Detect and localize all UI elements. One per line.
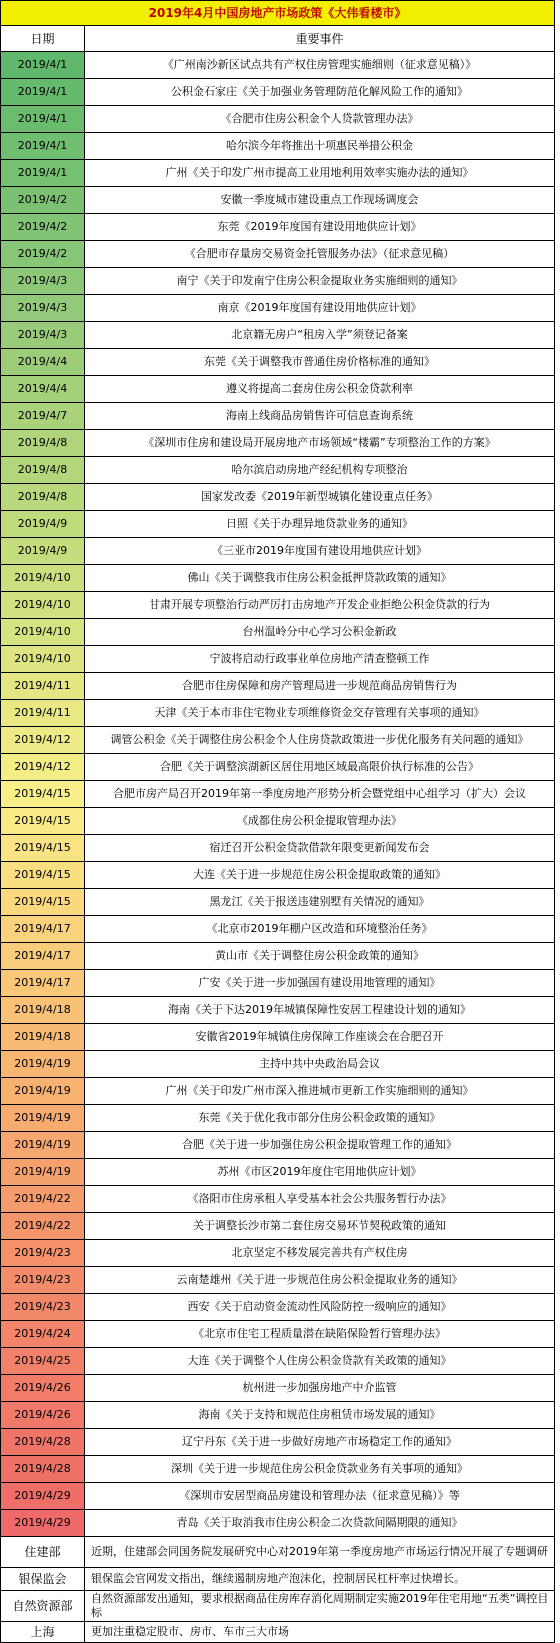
row-date: 2019/4/10	[1, 619, 85, 646]
row-event: 《合肥市存量房交易资金托管服务办法》（征求意见稿）	[85, 241, 555, 268]
table-row	[1, 376, 555, 403]
row-date: 2019/4/8	[1, 484, 85, 511]
table-row	[1, 133, 555, 160]
table-row	[1, 538, 555, 565]
table-row	[1, 79, 555, 106]
table-row	[1, 457, 555, 484]
row-event: 北京籍无房户“租房入学”须登记备案	[85, 322, 555, 349]
summary-row	[1, 1568, 555, 1591]
summary-event: 自然资源部发出通知，要求根据商品住房库存消化周期制定实施2019年住宅用地“五类”调控目标	[85, 1591, 555, 1622]
table-row	[1, 1078, 555, 1105]
summary-event: 更加注重稳定股市、房市、车市三大市场	[85, 1622, 555, 1643]
row-event: 哈尔滨启动房地产经纪机构专项整治	[85, 457, 555, 484]
row-event: 甘肃开展专项整治行动严厉打击房地产开发企业拒绝公积金贷款的行为	[85, 592, 555, 619]
row-event: 宿迁召开公积金贷款借款年限变更新闻发布会	[85, 835, 555, 862]
table-row	[1, 268, 555, 295]
table-row	[1, 322, 555, 349]
row-event: 日照《关于办理异地贷款业务的通知》	[85, 511, 555, 538]
sheet-title: 2019年4月中国房地产市场政策《大伟看楼市》	[1, 1, 555, 26]
row-event: 台州温岭分中心学习公积金新政	[85, 619, 555, 646]
row-event: 调管公积金《关于调整住房公积金个人住房贷款政策进一步优化服务有关问题的通知》	[85, 727, 555, 754]
row-event: 《深圳市住房和建设局开展房地产市场领域“楼霸”专项整治工作的方案》	[85, 430, 555, 457]
row-date: 2019/4/1	[1, 52, 85, 79]
table-row	[1, 997, 555, 1024]
row-date: 2019/4/18	[1, 1024, 85, 1051]
row-date: 2019/4/11	[1, 673, 85, 700]
row-date: 2019/4/10	[1, 646, 85, 673]
row-date: 2019/4/19	[1, 1105, 85, 1132]
row-date: 2019/4/10	[1, 592, 85, 619]
row-event: 杭州进一步加强房地产中介监管	[85, 1375, 555, 1402]
header-row	[1, 26, 555, 52]
summary-event: 银保监会官网发文指出，继续遏制房地产泡沫化，控制居民杠杆率过快增长。	[85, 1568, 555, 1591]
table-row	[1, 916, 555, 943]
row-date: 2019/4/1	[1, 106, 85, 133]
row-event: 东莞《2019年度国有建设用地供应计划》	[85, 214, 555, 241]
row-date: 2019/4/8	[1, 457, 85, 484]
table-row	[1, 1024, 555, 1051]
summary-category: 住建部	[1, 1537, 85, 1568]
row-date: 2019/4/15	[1, 862, 85, 889]
row-date: 2019/4/23	[1, 1267, 85, 1294]
row-event: 南京《2019年度国有建设用地供应计划》	[85, 295, 555, 322]
table-row	[1, 511, 555, 538]
row-date: 2019/4/1	[1, 160, 85, 187]
table-row	[1, 484, 555, 511]
row-date: 2019/4/22	[1, 1186, 85, 1213]
table-row	[1, 1051, 555, 1078]
table-row	[1, 1348, 555, 1375]
row-event: 海南上线商品房销售许可信息查询系统	[85, 403, 555, 430]
row-date: 2019/4/17	[1, 916, 85, 943]
row-date: 2019/4/17	[1, 943, 85, 970]
table-row	[1, 1159, 555, 1186]
row-event: 辽宁丹东《关于进一步做好房地产市场稳定工作的通知》	[85, 1429, 555, 1456]
row-event: 广州《关于印发广州市深入推进城市更新工作实施细则的通知》	[85, 1078, 555, 1105]
table-row	[1, 1186, 555, 1213]
row-date: 2019/4/19	[1, 1159, 85, 1186]
summary-category: 自然资源部	[1, 1591, 85, 1622]
table-row	[1, 592, 555, 619]
row-event: 合肥《关于进一步加强住房公积金提取管理工作的通知》	[85, 1132, 555, 1159]
row-event: 《三亚市2019年度国有建设用地供应计划》	[85, 538, 555, 565]
table-row	[1, 1429, 555, 1456]
row-date: 2019/4/17	[1, 970, 85, 997]
row-event: 主持中共中央政治局会议	[85, 1051, 555, 1078]
table-row	[1, 1294, 555, 1321]
row-date: 2019/4/11	[1, 700, 85, 727]
table-row	[1, 619, 555, 646]
row-date: 2019/4/2	[1, 214, 85, 241]
row-event: 遵义将提高二套房住房公积金贷款利率	[85, 376, 555, 403]
row-event: 哈尔滨今年将推出十项惠民举措公积金	[85, 133, 555, 160]
row-date: 2019/4/22	[1, 1213, 85, 1240]
row-date: 2019/4/3	[1, 322, 85, 349]
table-row	[1, 727, 555, 754]
row-event: 黄山市《关于调整住房公积金政策的通知》	[85, 943, 555, 970]
summary-row	[1, 1591, 555, 1622]
row-event: 广州《关于印发广州市提高工业用地利用效率实施办法的通知》	[85, 160, 555, 187]
table-row	[1, 295, 555, 322]
row-date: 2019/4/1	[1, 133, 85, 160]
table-row	[1, 835, 555, 862]
row-event: 《北京市2019年棚户区改造和环境整治任务》	[85, 916, 555, 943]
table-row	[1, 781, 555, 808]
row-date: 2019/4/19	[1, 1132, 85, 1159]
row-event: 大连《关于进一步规范住房公积金提取政策的通知》	[85, 862, 555, 889]
table-row	[1, 646, 555, 673]
table-row	[1, 1132, 555, 1159]
row-event: 佛山《关于调整我市住房公积金抵押贷款政策的通知》	[85, 565, 555, 592]
table-row	[1, 1375, 555, 1402]
row-date: 2019/4/29	[1, 1483, 85, 1510]
table-row	[1, 214, 555, 241]
title-row	[1, 1, 555, 26]
column-header-event: 重要事件	[85, 26, 555, 52]
table-row	[1, 106, 555, 133]
row-event: 《北京市住宅工程质量潜在缺陷保险暂行管理办法》	[85, 1321, 555, 1348]
row-date: 2019/4/3	[1, 268, 85, 295]
table-row	[1, 808, 555, 835]
table-row	[1, 565, 555, 592]
table-row	[1, 160, 555, 187]
row-date: 2019/4/7	[1, 403, 85, 430]
row-event: 黑龙江《关于报送违建别墅有关情况的通知》	[85, 889, 555, 916]
row-event: 公积金石家庄《关于加强业务管理防范化解风险工作的通知》	[85, 79, 555, 106]
row-date: 2019/4/28	[1, 1456, 85, 1483]
table-row	[1, 1483, 555, 1510]
row-date: 2019/4/15	[1, 889, 85, 916]
row-event: 海南《关于支持和规范住房租赁市场发展的通知》	[85, 1402, 555, 1429]
row-event: 苏州《市区2019年度住宅用地供应计划》	[85, 1159, 555, 1186]
row-event: 东莞《关于调整我市普通住房价格标准的通知》	[85, 349, 555, 376]
table-row	[1, 700, 555, 727]
row-date: 2019/4/12	[1, 754, 85, 781]
row-date: 2019/4/29	[1, 1510, 85, 1537]
row-date: 2019/4/23	[1, 1240, 85, 1267]
row-date: 2019/4/23	[1, 1294, 85, 1321]
table-row	[1, 430, 555, 457]
table-row	[1, 1240, 555, 1267]
row-event: 云南楚雄州《关于进一步规范住房公积金提取业务的通知》	[85, 1267, 555, 1294]
table-row	[1, 403, 555, 430]
row-event: 北京坚定不移发展完善共有产权住房	[85, 1240, 555, 1267]
row-date: 2019/4/12	[1, 727, 85, 754]
table-row	[1, 187, 555, 214]
table-row	[1, 1213, 555, 1240]
row-event: 安徽一季度城市建设重点工作现场调度会	[85, 187, 555, 214]
row-event: 广安《关于进一步加强国有建设用地管理的通知》	[85, 970, 555, 997]
row-date: 2019/4/8	[1, 430, 85, 457]
row-event: 《深圳市安居型商品房建设和管理办法（征求意见稿）》等	[85, 1483, 555, 1510]
row-date: 2019/4/26	[1, 1375, 85, 1402]
row-date: 2019/4/4	[1, 376, 85, 403]
row-event: 东莞《关于优化我市部分住房公积金政策的通知》	[85, 1105, 555, 1132]
row-event: 西安《关于启动资金流动性风险防控一级响应的通知》	[85, 1294, 555, 1321]
row-event: 海南《关于下达2019年城镇保障性安居工程建设计划的通知》	[85, 997, 555, 1024]
table-row	[1, 889, 555, 916]
row-date: 2019/4/4	[1, 349, 85, 376]
row-date: 2019/4/19	[1, 1051, 85, 1078]
table-row	[1, 1267, 555, 1294]
row-event: 《广州南沙新区试点共有产权住房管理实施细则（征求意见稿）》	[85, 52, 555, 79]
summary-event: 近期，住建部会同国务院发展研究中心对2019年第一季度房地产市场运行情况开展了专题调研	[85, 1537, 555, 1568]
row-event: 南宁《关于印发南宁住房公积金提取业务实施细则的通知》	[85, 268, 555, 295]
summary-row	[1, 1622, 555, 1643]
table-row	[1, 1402, 555, 1429]
row-date: 2019/4/3	[1, 295, 85, 322]
table-row	[1, 241, 555, 268]
row-event: 宁波将启动行政事业单位房地产清查整顿工作	[85, 646, 555, 673]
row-event: 《合肥市住房公积金个人贷款管理办法》	[85, 106, 555, 133]
summary-category: 银保监会	[1, 1568, 85, 1591]
row-date: 2019/4/15	[1, 808, 85, 835]
row-date: 2019/4/9	[1, 538, 85, 565]
row-event: 深圳《关于进一步规范住房公积金贷款业务有关事项的通知》	[85, 1456, 555, 1483]
row-event: 合肥市住房保障和房产管理局进一步规范商品房销售行为	[85, 673, 555, 700]
row-event: 关于调整长沙市第二套住房交易环节契税政策的通知	[85, 1213, 555, 1240]
row-date: 2019/4/2	[1, 187, 85, 214]
table-row	[1, 673, 555, 700]
row-date: 2019/4/15	[1, 835, 85, 862]
row-event: 《成都住房公积金提取管理办法》	[85, 808, 555, 835]
table-row	[1, 862, 555, 889]
table-row	[1, 349, 555, 376]
row-date: 2019/4/18	[1, 997, 85, 1024]
row-event: 安徽省2019年城镇住房保障工作座谈会在合肥召开	[85, 1024, 555, 1051]
row-date: 2019/4/25	[1, 1348, 85, 1375]
table-row	[1, 1105, 555, 1132]
policy-table-body	[1, 1, 555, 1643]
summary-category: 上海	[1, 1622, 85, 1643]
table-row	[1, 1510, 555, 1537]
column-header-date: 日期	[1, 26, 85, 52]
table-row	[1, 52, 555, 79]
row-date: 2019/4/1	[1, 79, 85, 106]
row-date: 2019/4/2	[1, 241, 85, 268]
table-row	[1, 970, 555, 997]
table-row	[1, 754, 555, 781]
row-event: 国家发改委《2019年新型城镇化建设重点任务》	[85, 484, 555, 511]
row-date: 2019/4/10	[1, 565, 85, 592]
row-date: 2019/4/26	[1, 1402, 85, 1429]
table-row	[1, 943, 555, 970]
row-event: 天津《关于本市非住宅物业专项维修资金交存管理有关事项的通知》	[85, 700, 555, 727]
row-date: 2019/4/9	[1, 511, 85, 538]
table-row	[1, 1456, 555, 1483]
row-event: 《洛阳市住房承租人享受基本社会公共服务暂行办法》	[85, 1186, 555, 1213]
row-date: 2019/4/19	[1, 1078, 85, 1105]
row-date: 2019/4/24	[1, 1321, 85, 1348]
row-event: 大连《关于调整个人住房公积金贷款有关政策的通知》	[85, 1348, 555, 1375]
row-event: 合肥《关于调整滨湖新区居住用地区域最高限价执行标准的公告》	[85, 754, 555, 781]
row-date: 2019/4/28	[1, 1429, 85, 1456]
row-event: 青岛《关于取消我市住房公积金二次贷款间隔期限的通知》	[85, 1510, 555, 1537]
row-date: 2019/4/15	[1, 781, 85, 808]
row-event: 合肥市房产局召开2019年第一季度房地产形势分析会暨党组中心组学习（扩大）会议	[85, 781, 555, 808]
summary-row	[1, 1537, 555, 1568]
table-row	[1, 1321, 555, 1348]
